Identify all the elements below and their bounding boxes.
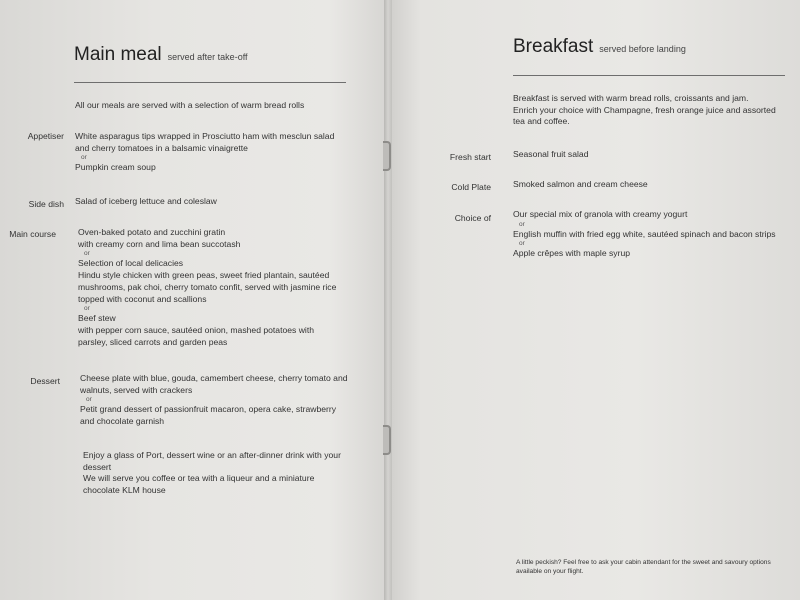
or-separator: or — [519, 220, 525, 228]
menu-line: dessert — [83, 461, 112, 472]
closing-note — [83, 450, 341, 497]
menu-line: Cheese plate with blue, gouda, camembert cheese, cherry tomato and — [80, 373, 348, 383]
main-meal-subtitle: served after take-off — [167, 52, 248, 62]
footnote-line: available on your flight. — [516, 568, 584, 575]
left-page — [0, 0, 388, 600]
menu-line: topped with coconut and scallions — [78, 293, 207, 304]
or-separator: or — [86, 396, 92, 404]
menu-line: Salad of iceberg lettuce and coleslaw — [75, 196, 217, 206]
menu-line: Pumpkin cream soup — [75, 162, 156, 173]
or-separator: or — [84, 305, 90, 313]
intro-line: Enrich your choice with Champagne, fresh orange juice and assorted — [513, 104, 776, 115]
intro-line: tea and coffee. — [513, 116, 570, 127]
main-course-items — [78, 227, 336, 348]
menu-line: Seasonal fruit salad — [513, 149, 589, 159]
menu-line: Petit grand dessert of passionfruit macaron, opera cake, strawberry — [80, 404, 337, 415]
or-separator: or — [519, 240, 525, 248]
breakfast-intro — [513, 93, 776, 128]
or-separator: or — [84, 250, 90, 258]
appetiser-label: Appetiser — [27, 131, 64, 141]
menu-line: Enjoy a glass of Port, dessert wine or an after-dinner drink with your — [83, 450, 341, 460]
breakfast-title: Breakfast — [513, 36, 594, 57]
dessert-label: Dessert — [30, 376, 60, 386]
menu-line: with creamy corn and lima bean succotash — [78, 238, 241, 249]
menu-line: and cherry tomatoes in a balsamic vinaigrette — [75, 142, 248, 153]
menu-line: Smoked salmon and cream cheese — [513, 179, 648, 189]
side-dish-items — [75, 196, 217, 208]
menu-line: chocolate KLM house — [83, 485, 166, 496]
footnote-line: A little peckish? Feel free to ask your cabin attendant for the sweet and savoury options — [516, 559, 771, 566]
side-dish-label: Side dish — [28, 199, 64, 209]
menu-line: and chocolate garnish — [80, 416, 165, 427]
menu-line: parsley, sliced carrots and garden peas — [78, 336, 228, 347]
main-meal-title: Main meal — [74, 44, 162, 65]
cold-plate-items — [513, 179, 648, 191]
main-meal-divider — [74, 82, 346, 83]
menu-line: Apple crêpes with maple syrup — [513, 248, 631, 259]
breakfast-divider — [513, 75, 785, 76]
menu-line: mushrooms, pak choi, cherry tomato confit, served with jasmine rice — [78, 281, 337, 292]
menu-line: with pepper corn sauce, sautéed onion, mashed potatoes with — [78, 324, 315, 335]
book-spine — [384, 0, 392, 600]
right-page — [388, 0, 800, 600]
menu-line: Selection of local delicacies — [78, 258, 184, 269]
menu-line: Oven-baked potato and zucchini gratin — [78, 227, 226, 237]
menu-line: Our special mix of granola with creamy yogurt — [513, 209, 688, 219]
fresh-start-label: Fresh start — [449, 152, 491, 162]
menu-line: English muffin with fried egg white, sautéed spinach and bacon strips — [513, 228, 776, 239]
staple-bottom — [383, 425, 391, 455]
menu-line: Beef stew — [78, 313, 116, 324]
breakfast-heading — [513, 36, 686, 58]
intro-line: Breakfast is served with warm bread rolls, croissants and jam. — [513, 93, 749, 103]
appetiser-items — [75, 131, 334, 174]
or-separator: or — [81, 154, 87, 162]
menu-line: White asparagus tips wrapped in Prosciutto ham with mesclun salad — [75, 131, 335, 141]
breakfast-subtitle: served before landing — [599, 44, 686, 54]
main-meal-intro: All our meals are served with a selection of warm bread rolls — [75, 100, 305, 110]
fresh-start-items — [513, 149, 588, 161]
dessert-items — [80, 373, 348, 428]
menu-line: We will serve you coffee or tea with a liqueur and a miniature — [83, 473, 315, 484]
menu-line: walnuts, served with crackers — [80, 384, 193, 395]
menu-line: Hindu style chicken with green peas, sweet fried plantain, sautéed — [78, 270, 330, 281]
footnote — [516, 558, 771, 576]
choice-of-items — [513, 209, 776, 260]
main-course-label: Main course — [9, 229, 56, 239]
staple-top — [383, 141, 391, 171]
choice-of-label: Choice of — [454, 213, 491, 223]
cold-plate-label: Cold Plate — [451, 182, 491, 192]
main-meal-heading — [74, 44, 248, 66]
